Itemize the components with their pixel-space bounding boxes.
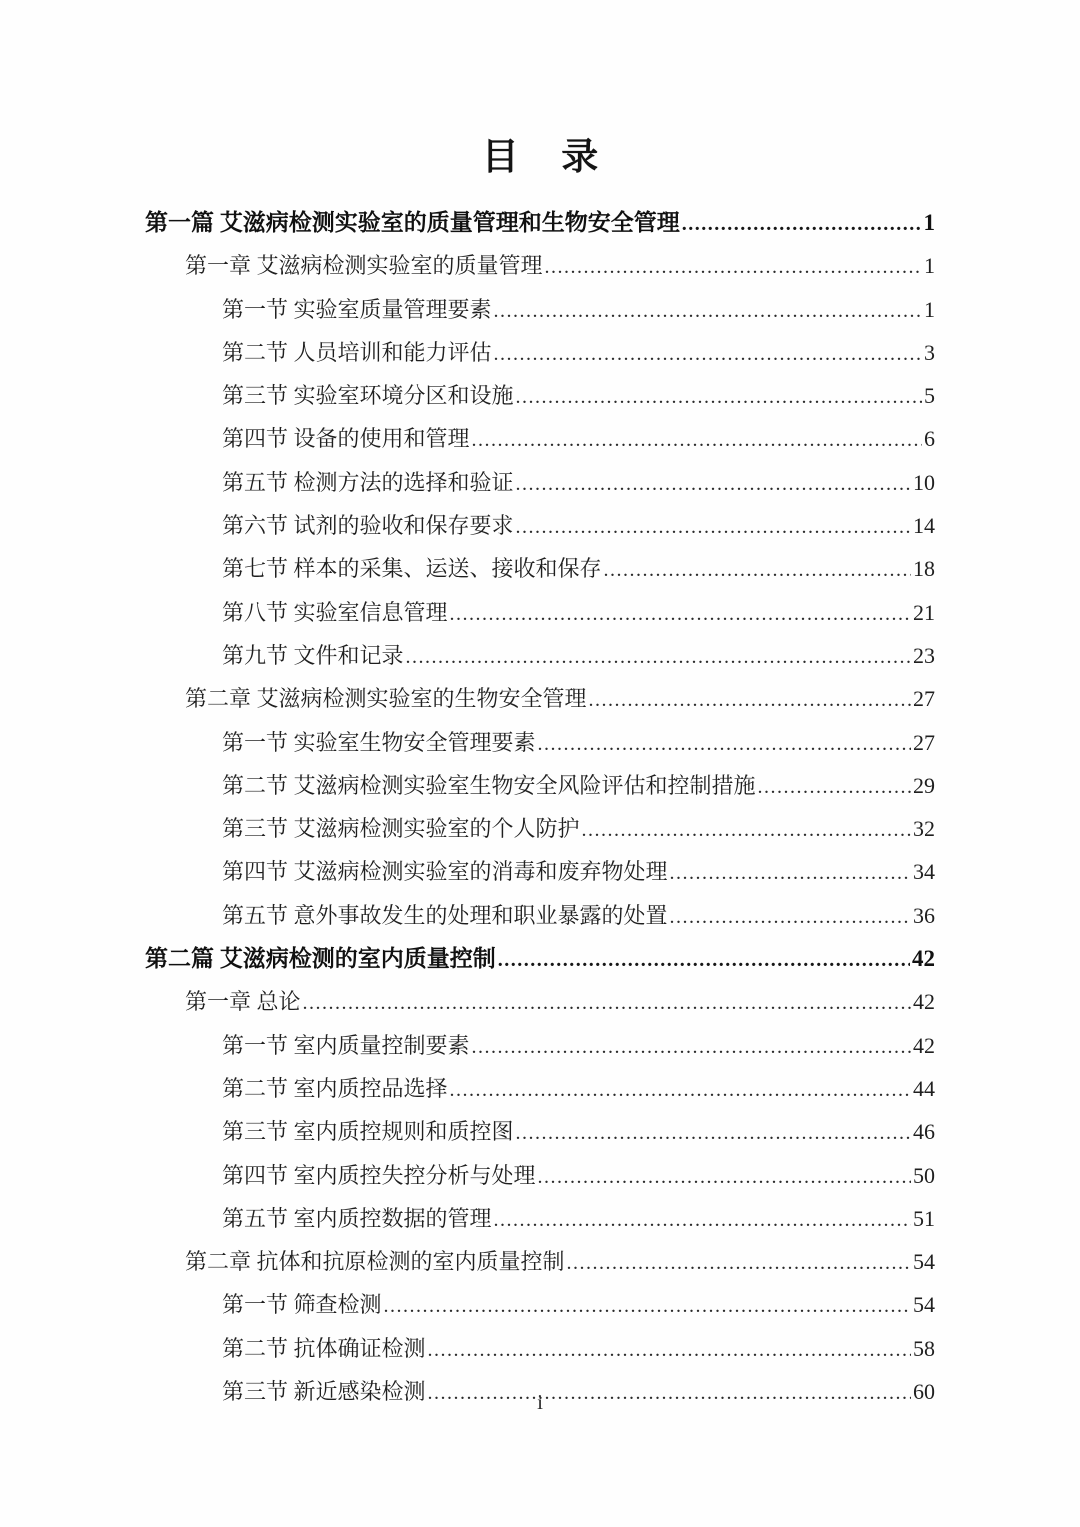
toc-entry-label: 第一节 室内质量控制要素: [222, 1032, 470, 1058]
toc-entry-label: 第二节 抗体确证检测: [222, 1335, 426, 1361]
toc-entry: [145, 1241, 935, 1284]
toc-entry-page: 6: [924, 426, 935, 452]
toc-dot-leader: [494, 332, 922, 375]
toc-entry: [145, 1198, 935, 1241]
toc-entry-page: 44: [913, 1075, 935, 1101]
toc-entry-label: 第四节 艾滋病检测实验室的消毒和废弃物处理: [222, 859, 668, 885]
toc-entry: [145, 1111, 935, 1154]
toc-entry-page: 42: [912, 946, 935, 972]
toc-entry-page: 51: [913, 1205, 935, 1231]
toc-dot-leader: [682, 202, 922, 245]
toc-dot-leader: [406, 635, 911, 678]
toc-entry-page: 23: [913, 642, 935, 668]
toc-entry-label: 第八节 实验室信息管理: [222, 599, 448, 625]
toc-entry-label: 第三节 室内质控规则和质控图: [222, 1119, 514, 1145]
toc-entry-label: 第七节 样本的采集、运送、接收和保存: [222, 556, 602, 582]
toc-entry-label: 第二章 艾滋病检测实验室的生物安全管理: [185, 686, 587, 712]
toc-dot-leader: [472, 1025, 911, 1068]
toc-dot-leader: [516, 462, 911, 505]
toc-entry: [145, 592, 935, 635]
toc-entry-page: 32: [913, 816, 935, 842]
toc-entry: [145, 289, 935, 332]
toc-entry-label: 第二章 抗体和抗原检测的室内质量控制: [185, 1249, 565, 1275]
toc-entry-label: 第四节 室内质控失控分析与处理: [222, 1162, 536, 1188]
toc-list: [145, 202, 935, 1414]
toc-entry: [145, 808, 935, 851]
toc-entry: [145, 332, 935, 375]
toc-entry: [145, 895, 935, 938]
toc-entry: [145, 981, 935, 1024]
toc-dot-leader: [303, 981, 911, 1024]
toc-entry-label: 第一节 实验室生物安全管理要素: [222, 729, 536, 755]
toc-entry-page: 54: [913, 1292, 935, 1318]
toc-entry: [145, 1284, 935, 1327]
toc-entry-label: 第二节 艾滋病检测实验室生物安全风险评估和控制措施: [222, 772, 756, 798]
toc-dot-leader: [538, 1155, 911, 1198]
toc-dot-leader: [670, 895, 911, 938]
toc-dot-leader: [494, 1198, 911, 1241]
toc-entry: [145, 202, 935, 245]
toc-entry: [145, 1068, 935, 1111]
toc-entry-page: 1: [923, 210, 935, 235]
toc-entry-page: 1: [924, 253, 935, 279]
toc-entry-page: 10: [913, 469, 935, 495]
toc-entry-page: 29: [913, 772, 935, 798]
toc-entry: [145, 418, 935, 461]
toc-entry-page: 54: [913, 1249, 935, 1275]
toc-dot-leader: [538, 722, 911, 765]
toc-entry-page: 58: [913, 1335, 935, 1361]
toc-entry-label: 第一篇 艾滋病检测实验室的质量管理和生物安全管理: [145, 210, 680, 235]
toc-entry-page: 60: [913, 1379, 935, 1405]
toc-entry: [145, 851, 935, 894]
toc-entry-label: 第一章 艾滋病检测实验室的质量管理: [185, 253, 543, 279]
toc-entry: [145, 375, 935, 418]
toc-entry-page: 34: [913, 859, 935, 885]
toc-entry-page: 46: [913, 1119, 935, 1145]
toc-dot-leader: [494, 289, 922, 332]
toc-dot-leader: [516, 1111, 911, 1154]
toc-entry-label: 第二篇 艾滋病检测的室内质量控制: [145, 946, 496, 972]
toc-entry: [145, 245, 935, 288]
toc-entry-label: 第五节 意外事故发生的处理和职业暴露的处置: [222, 902, 668, 928]
toc-entry-label: 第九节 文件和记录: [222, 642, 404, 668]
toc-entry: [145, 765, 935, 808]
toc-entry: [145, 1328, 935, 1371]
toc-entry-label: 第六节 试剂的验收和保存要求: [222, 513, 514, 539]
toc-entry-label: 第五节 检测方法的选择和验证: [222, 469, 514, 495]
toc-entry-label: 第一节 筛查检测: [222, 1292, 382, 1318]
toc-dot-leader: [384, 1284, 911, 1327]
toc-entry: [145, 462, 935, 505]
toc-entry-label: 第一章 总论: [185, 989, 301, 1015]
toc-entry-page: 42: [913, 989, 935, 1015]
toc-entry: [145, 548, 935, 591]
toc-dot-leader: [428, 1328, 911, 1371]
toc-entry-label: 第五节 室内质控数据的管理: [222, 1205, 492, 1231]
toc-dot-leader: [450, 592, 911, 635]
toc-entry-page: 42: [913, 1032, 935, 1058]
toc-dot-leader: [604, 548, 911, 591]
toc-dot-leader: [758, 765, 911, 808]
toc-entry: [145, 722, 935, 765]
toc-entry-page: 1: [924, 296, 935, 322]
toc-dot-leader: [582, 808, 911, 851]
toc-entry-label: 第二节 人员培训和能力评估: [222, 339, 492, 365]
toc-dot-leader: [472, 418, 922, 461]
toc-dot-leader: [670, 851, 911, 894]
toc-dot-leader: [567, 1241, 911, 1284]
toc-entry-page: 27: [913, 686, 935, 712]
page-title: 目 录: [481, 137, 615, 178]
toc-entry-label: 第三节 艾滋病检测实验室的个人防护: [222, 816, 580, 842]
toc-entry-page: 36: [913, 902, 935, 928]
toc-entry: [145, 635, 935, 678]
toc-entry-page: 18: [913, 556, 935, 582]
toc-entry: [145, 505, 935, 548]
toc-entry-page: 21: [913, 599, 935, 625]
toc-dot-leader: [450, 1068, 911, 1111]
toc-entry-label: 第三节 实验室环境分区和设施: [222, 383, 514, 409]
toc-entry-label: 第四节 设备的使用和管理: [222, 426, 470, 452]
toc-entry-page: 27: [913, 729, 935, 755]
page-footer-number: i: [537, 1390, 543, 1414]
toc-entry: [145, 678, 935, 721]
toc-entry: [145, 1025, 935, 1068]
toc-entry: [145, 1155, 935, 1198]
toc-dot-leader: [498, 938, 910, 981]
toc-entry: [145, 938, 935, 981]
toc-dot-leader: [516, 375, 922, 418]
toc-entry-label: 第二节 室内质控品选择: [222, 1075, 448, 1101]
toc-entry-page: 3: [924, 339, 935, 365]
toc-dot-leader: [516, 505, 911, 548]
toc-dot-leader: [545, 245, 922, 288]
toc-entry-label: 第一节 实验室质量管理要素: [222, 296, 492, 322]
toc-dot-leader: [589, 678, 911, 721]
toc-entry-page: 50: [913, 1162, 935, 1188]
toc-entry-page: 5: [924, 383, 935, 409]
toc-entry-page: 14: [913, 513, 935, 539]
toc-entry-label: 第三节 新近感染检测: [222, 1379, 426, 1405]
